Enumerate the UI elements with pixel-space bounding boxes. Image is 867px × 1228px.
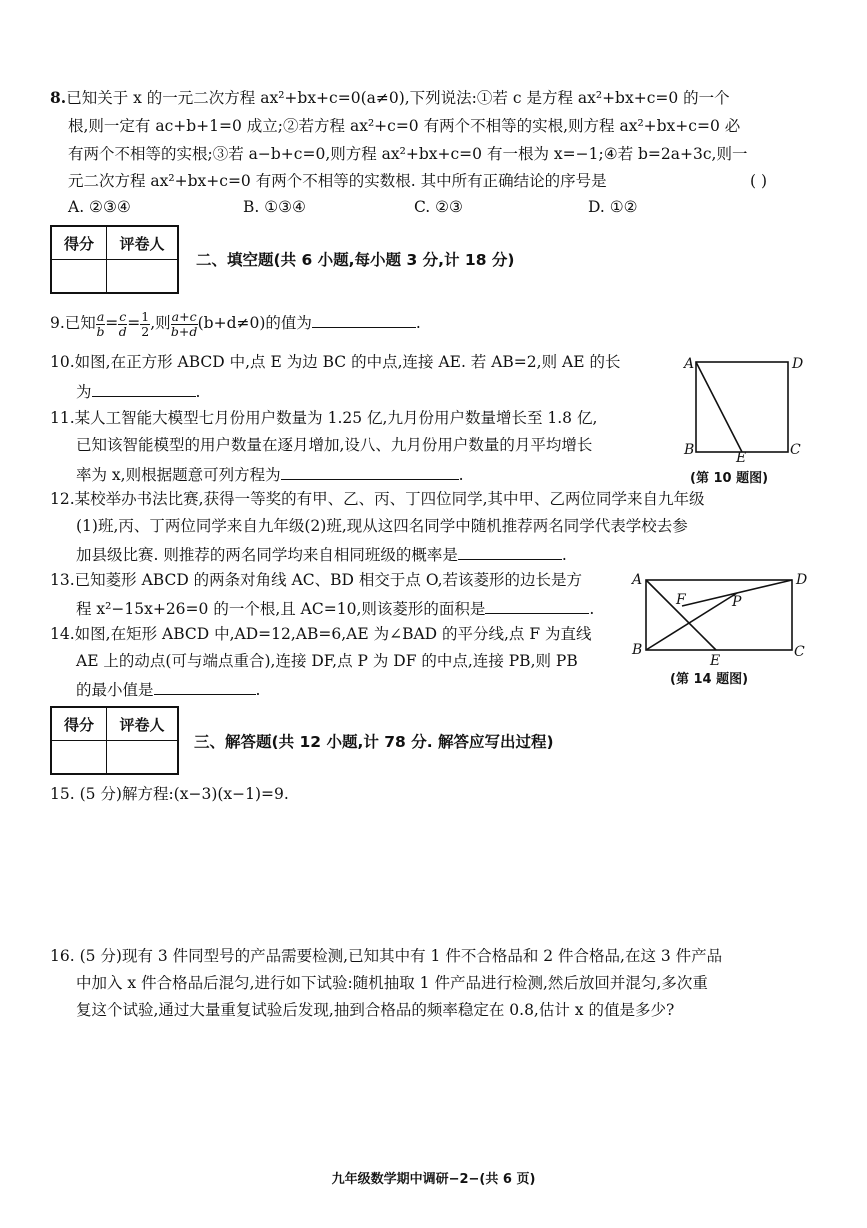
q9-answer-blank[interactable] — [312, 309, 416, 328]
figure-14-rectangle — [624, 568, 814, 666]
frac-num: a+c — [171, 308, 197, 324]
frac-num: c — [119, 308, 127, 324]
page-footer: 九年级数学期中调研−2−(共 6 页) — [331, 1172, 536, 1187]
score-box-section2 — [50, 225, 179, 294]
q12-answer-blank[interactable] — [458, 541, 562, 560]
q9-fraction-a-b — [96, 310, 105, 339]
q15-text: 15. (5 分)解方程:(x−3)(x−1)=9. — [50, 785, 289, 803]
q12-line3 — [76, 541, 567, 567]
q14-line1-text: 如图,在矩形 ABCD 中,AD=12,AB=6,AE 为∠BAD 的平分线,点 F 为直线 — [74, 625, 592, 643]
segment-ae — [646, 580, 716, 650]
frac-den: b — [96, 323, 105, 339]
q8-options — [68, 195, 768, 219]
label-d: D — [796, 572, 808, 588]
section3-title: 三、解答题(共 12 小题,计 78 分. 解答应写出过程) — [194, 733, 554, 751]
q8-line1-text: 已知关于 x 的一元二次方程 ax²+bx+c=0(a≠0),下列说法:①若 c 是方程 ax²+bx+c=0 的一个 — [66, 89, 730, 107]
q10-line2 — [76, 378, 200, 404]
q10-answer-blank[interactable] — [92, 378, 196, 397]
q11-line3 — [76, 461, 464, 487]
q14-answer-blank[interactable] — [154, 676, 256, 695]
label-a: A — [684, 356, 695, 372]
q8-line3: 有两个不相等的实根;③若 a−b+c=0,则方程 ax²+bx+c=0 有一根为 x=−1;④若 b=2a+3c,则一 — [68, 145, 748, 163]
grader-label: 评卷人 — [107, 707, 179, 741]
q8-line4: 元二次方程 ax²+bx+c=0 有两个不相等的实数根. 其中所有正确结论的序号是 — [68, 172, 607, 190]
q9-prefix: 已知 — [64, 314, 96, 332]
q9-number: 9. — [50, 314, 65, 332]
q10-line2-text: 为 — [76, 383, 92, 401]
rectangle-abcd — [646, 580, 792, 650]
q13-line1-text: 已知菱形 ABCD 的两条对角线 AC、BD 相交于点 O,若该菱形的边长是方 — [74, 571, 583, 589]
q8-number: 8. — [50, 88, 67, 107]
q9-mid: ,则 — [150, 314, 171, 332]
label-f: F — [676, 592, 686, 608]
q10-number: 10. — [50, 353, 75, 371]
q9-eq: = — [105, 314, 119, 332]
segment-pb — [646, 593, 737, 650]
q9-eq: = — [127, 314, 141, 332]
figure-10-square — [678, 350, 806, 462]
q8-option-d: D. ①② — [588, 198, 638, 216]
q12-line1 — [50, 487, 705, 511]
q16-line3: 复这个试验,通过大量重复试验后发现,抽到合格品的频率稳定在 0.8,估计 x 的值是多少? — [76, 1001, 675, 1019]
score-box-section3 — [50, 706, 179, 775]
q14-line3 — [76, 676, 260, 702]
q8-answer-paren: ( ) — [750, 172, 768, 190]
q9-end: . — [415, 314, 421, 332]
q14-line1 — [50, 622, 592, 646]
q16-line1: 16. (5 分)现有 3 件同型号的产品需要检测,已知其中有 1 件不合格品和 2 件合格品,在这 3 件产品 — [50, 947, 723, 965]
frac-num: 1 — [141, 308, 150, 324]
q9-fraction-half — [140, 310, 150, 339]
q14-number: 14. — [50, 625, 75, 643]
square-abcd — [696, 362, 788, 452]
q8-option-c: C. ②③ — [414, 198, 463, 216]
q10-line1 — [50, 350, 620, 374]
q11-line3-text: 率为 x,则根据题意可列方程为 — [76, 466, 281, 484]
q14-line3-text: 的最小值是 — [76, 681, 154, 699]
figure-10-caption: (第 10 题图) — [690, 471, 769, 486]
grader-label: 评卷人 — [107, 226, 179, 260]
q8-line1 — [50, 86, 730, 110]
score-cell[interactable] — [51, 741, 107, 775]
label-a: A — [632, 572, 643, 588]
q13-line1 — [50, 568, 582, 592]
q11-line2: 已知该智能模型的用户数量在逐月增加,设八、九月份用户数量的月平均增长 — [76, 436, 593, 454]
q8-option-a: A. ②③④ — [68, 198, 131, 216]
label-b: B — [632, 642, 643, 658]
label-d: D — [792, 356, 804, 372]
score-cell[interactable] — [51, 260, 107, 294]
label-e: E — [710, 653, 721, 666]
q9-fraction-c-d — [118, 310, 127, 339]
label-b: B — [684, 442, 695, 458]
q8-line2: 根,则一定有 ac+b+1=0 成立;②若方程 ax²+c=0 有两个不相等的实根,则方程 ax²+bx+c=0 必 — [68, 117, 741, 135]
q10-end: . — [195, 383, 201, 401]
q12-line3-text: 加县级比赛. 则推荐的两名同学均来自相同班级的概率是 — [76, 546, 458, 564]
q11-line1 — [50, 406, 597, 430]
label-c: C — [790, 442, 801, 458]
q13-line2-text: 程 x²−15x+26=0 的一个根,且 AC=10,则该菱形的面积是 — [76, 600, 486, 618]
frac-den: b+d — [170, 323, 198, 339]
q8-option-b: B. ①③④ — [243, 198, 306, 216]
segment-ae — [696, 362, 742, 452]
q13-line2 — [76, 595, 594, 621]
label-p: P — [732, 594, 742, 610]
q11-answer-blank[interactable] — [281, 461, 459, 480]
q12-number: 12. — [50, 490, 75, 508]
q16-line2: 中加入 x 件合格品后混匀,进行如下试验:随机抽取 1 件产品进行检测,然后放回并混匀,多次重 — [76, 974, 708, 992]
frac-num: a — [96, 308, 105, 324]
score-label: 得分 — [51, 226, 107, 260]
frac-den: d — [118, 323, 127, 339]
q10-line1-text: 如图,在正方形 ABCD 中,点 E 为边 BC 的中点,连接 AE. 若 AB=2,则 AE 的长 — [74, 353, 621, 371]
score-label: 得分 — [51, 707, 107, 741]
q9-suffix: (b+d≠0)的值为 — [197, 314, 312, 332]
q11-number: 11. — [50, 409, 75, 427]
q11-line1-text: 某人工智能大模型七月份用户数量为 1.25 亿,九月份用户数量增长至 1.8 亿, — [74, 409, 598, 427]
q13-end: . — [589, 600, 595, 618]
q14-line2: AE 上的动点(可与端点重合),连接 DF,点 P 为 DF 的中点,连接 PB,则 PB — [76, 652, 578, 670]
q9-line — [50, 308, 421, 339]
label-c: C — [794, 644, 805, 660]
label-e: E — [736, 450, 747, 462]
grader-cell[interactable] — [107, 260, 179, 294]
q12-line1-text: 某校举办书法比赛,获得一等奖的有甲、乙、丙、丁四位同学,其中甲、乙两位同学来自九年级 — [74, 490, 705, 508]
q9-fraction-sum — [171, 310, 198, 339]
q13-answer-blank[interactable] — [485, 595, 589, 614]
figure-14-caption: (第 14 题图) — [670, 672, 749, 687]
q12-line2: (1)班,丙、丁两位同学来自九年级(2)班,现从这四名同学中随机推荐两名同学代表学校去参 — [76, 517, 688, 535]
q11-end: . — [458, 466, 464, 484]
q12-end: . — [561, 546, 567, 564]
q13-number: 13. — [50, 571, 75, 589]
frac-den: 2 — [141, 323, 150, 339]
grader-cell[interactable] — [107, 741, 179, 775]
q14-end: . — [255, 681, 261, 699]
section2-title: 二、填空题(共 6 小题,每小题 3 分,计 18 分) — [196, 251, 515, 269]
